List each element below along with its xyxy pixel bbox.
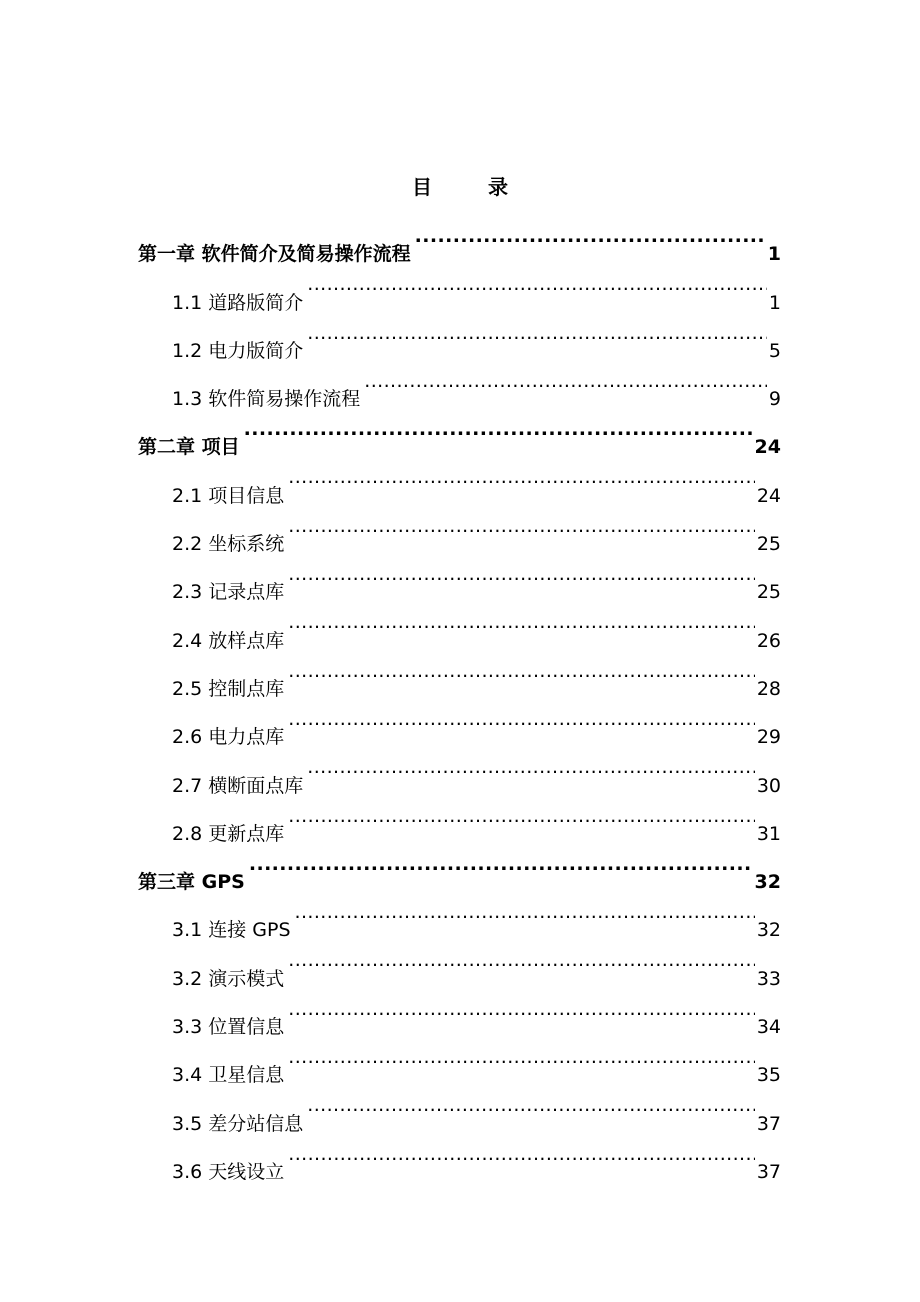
toc-entry-label: 3.6 天线设立 <box>172 1160 285 1183</box>
toc-entry-label: 3.5 差分站信息 <box>172 1112 304 1135</box>
toc-dot-leader <box>288 985 755 1033</box>
toc-entry-page: 37 <box>756 1160 781 1183</box>
toc-entry-label: 2.1 项目信息 <box>172 484 285 507</box>
toc-entry-page: 25 <box>756 581 781 604</box>
toc-entry[interactable] <box>138 212 781 266</box>
toc-entry-page: 35 <box>756 1064 781 1087</box>
toc-entry-page: 24 <box>754 436 781 459</box>
toc-dot-leader <box>364 357 767 405</box>
toc-entry-page: 1 <box>767 243 781 266</box>
toc-dot-leader <box>295 888 755 936</box>
toc-dot-leader <box>288 598 755 646</box>
toc-entry-page: 25 <box>756 533 781 556</box>
toc-entry-page: 9 <box>768 388 781 411</box>
toc-entry-label: 第二章 项目 <box>138 436 240 459</box>
toc-entry-label: 第三章 GPS <box>138 871 245 894</box>
toc-dot-leader <box>288 1130 755 1178</box>
toc-entry-page: 5 <box>768 339 781 362</box>
toc-dot-leader <box>307 1081 755 1129</box>
toc-entry-page: 31 <box>756 822 781 845</box>
toc-entry-page: 29 <box>756 726 781 749</box>
toc-entry-label: 2.6 电力点库 <box>172 726 285 749</box>
toc-dot-leader <box>288 647 755 695</box>
toc-dot-leader <box>288 550 755 598</box>
toc-dot-leader <box>288 936 755 984</box>
toc-entry-page: 32 <box>756 919 781 942</box>
toc-entry-label: 2.4 放样点库 <box>172 629 285 652</box>
toc-dot-leader <box>307 309 767 357</box>
toc-dot-leader <box>288 792 755 840</box>
toc-dot-leader <box>249 840 753 888</box>
toc-entry-label: 1.1 道路版简介 <box>172 291 304 314</box>
toc-entry-page: 34 <box>756 1016 781 1039</box>
toc-entry-page: 24 <box>756 484 781 507</box>
toc-dot-leader <box>307 743 755 791</box>
toc-entry-label: 3.2 演示模式 <box>172 967 285 990</box>
toc-dot-leader <box>288 453 755 501</box>
toc-entry-page: 32 <box>754 871 781 894</box>
toc-dot-leader <box>415 212 766 260</box>
toc-entry-page: 37 <box>756 1112 781 1135</box>
toc-entry-label: 3.3 位置信息 <box>172 1016 285 1039</box>
toc-dot-leader <box>288 1033 755 1081</box>
toc-entry-page: 30 <box>756 774 781 797</box>
toc-entry-label: 1.2 电力版简介 <box>172 339 304 362</box>
toc-list <box>138 212 781 1183</box>
toc-entry-label: 2.3 记录点库 <box>172 581 285 604</box>
toc-entry-label: 3.1 连接 GPS <box>172 919 291 942</box>
toc-entry-label: 2.8 更新点库 <box>172 822 285 845</box>
toc-entry-page: 26 <box>756 629 781 652</box>
toc-entry-label: 2.2 坐标系统 <box>172 533 285 556</box>
toc-title: 目 录 <box>412 175 526 199</box>
toc-entry-label: 1.3 软件简易操作流程 <box>172 388 361 411</box>
toc-dot-leader <box>244 405 753 453</box>
toc-dot-leader <box>288 502 755 550</box>
toc-entry-label: 2.5 控制点库 <box>172 677 285 700</box>
toc-entry-page: 1 <box>768 291 781 314</box>
toc-entry-label: 2.7 横断面点库 <box>172 774 304 797</box>
toc-entry-label: 3.4 卫星信息 <box>172 1064 285 1087</box>
toc-entry-page: 33 <box>756 967 781 990</box>
toc-entry-page: 28 <box>756 677 781 700</box>
toc-entry-label: 第一章 软件简介及简易操作流程 <box>138 243 411 266</box>
toc-dot-leader <box>288 695 755 743</box>
toc-dot-leader <box>307 260 767 308</box>
